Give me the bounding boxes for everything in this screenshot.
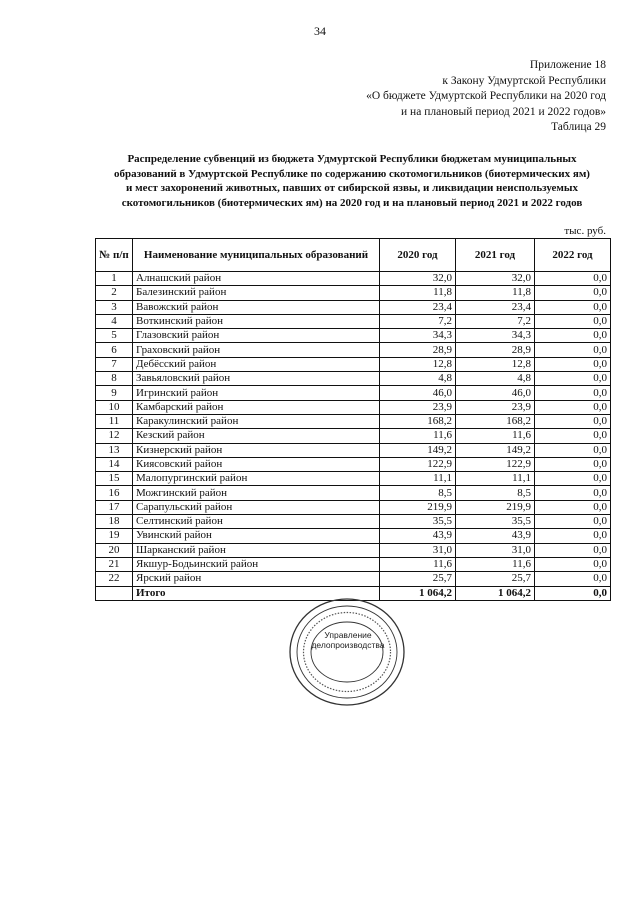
row-2020: 46,0 (380, 386, 456, 400)
row-number: 12 (96, 429, 133, 443)
row-2021: 11,6 (456, 429, 535, 443)
row-2020: 23,4 (380, 300, 456, 314)
table-row (96, 314, 611, 328)
row-2020: 12,8 (380, 357, 456, 371)
table-row (96, 286, 611, 300)
row-number: 21 (96, 557, 133, 571)
row-name: Киясовский район (133, 457, 380, 471)
total-row-number (96, 586, 133, 600)
row-2022: 0,0 (535, 343, 611, 357)
row-number: 16 (96, 486, 133, 500)
header-num: № п/п (96, 239, 133, 272)
row-2021: 7,2 (456, 314, 535, 328)
row-2020: 168,2 (380, 414, 456, 428)
row-2022: 0,0 (535, 372, 611, 386)
table-row (96, 572, 611, 586)
row-2020: 11,6 (380, 429, 456, 443)
appendix-line: и на плановый период 2021 и 2022 годов» (401, 105, 606, 118)
row-number: 19 (96, 529, 133, 543)
row-2021: 23,4 (456, 300, 535, 314)
row-2022: 0,0 (535, 400, 611, 414)
row-2021: 32,0 (456, 272, 535, 286)
stamp-line: Управление (324, 630, 372, 640)
row-number: 11 (96, 414, 133, 428)
row-2020: 7,2 (380, 314, 456, 328)
row-number: 17 (96, 500, 133, 514)
row-number: 14 (96, 457, 133, 471)
header-name: Наименование муниципальных образований (133, 239, 380, 272)
row-number: 18 (96, 515, 133, 529)
total-row-2020: 1 064,2 (380, 586, 456, 600)
row-name: Кезский район (133, 429, 380, 443)
row-2020: 8,5 (380, 486, 456, 500)
row-name: Шарканский район (133, 543, 380, 557)
table-row (96, 472, 611, 486)
row-2021: 23,9 (456, 400, 535, 414)
row-2022: 0,0 (535, 500, 611, 514)
row-2022: 0,0 (535, 572, 611, 586)
table-row (96, 400, 611, 414)
row-2020: 28,9 (380, 343, 456, 357)
table-body (96, 272, 611, 601)
row-name: Воткинский район (133, 314, 380, 328)
row-2022: 0,0 (535, 329, 611, 343)
row-2020: 43,9 (380, 529, 456, 543)
page-number: 34 (314, 24, 326, 38)
row-2020: 11,8 (380, 286, 456, 300)
row-2020: 32,0 (380, 272, 456, 286)
row-2022: 0,0 (535, 357, 611, 371)
row-number: 20 (96, 543, 133, 557)
table-row (96, 357, 611, 371)
stamp-text (298, 630, 398, 650)
stamp-line: делопроизводства (311, 640, 385, 650)
row-number: 22 (96, 572, 133, 586)
row-2021: 8,5 (456, 486, 535, 500)
subsidy-table (95, 238, 611, 601)
row-number: 13 (96, 443, 133, 457)
row-2021: 11,6 (456, 557, 535, 571)
row-2022: 0,0 (535, 286, 611, 300)
table-row (96, 543, 611, 557)
row-2021: 11,1 (456, 472, 535, 486)
row-2022: 0,0 (535, 486, 611, 500)
row-name: Ярский район (133, 572, 380, 586)
row-2022: 0,0 (535, 529, 611, 543)
row-2021: 46,0 (456, 386, 535, 400)
table-row (96, 272, 611, 286)
table-row (96, 515, 611, 529)
row-2021: 149,2 (456, 443, 535, 457)
row-number: 3 (96, 300, 133, 314)
row-number: 10 (96, 400, 133, 414)
table-header-row (96, 239, 611, 272)
appendix-line: к Закону Удмуртской Республики (442, 74, 606, 87)
row-name: Игринский район (133, 386, 380, 400)
row-name: Селтинский район (133, 515, 380, 529)
table-row (96, 486, 611, 500)
table-row (96, 386, 611, 400)
row-2022: 0,0 (535, 414, 611, 428)
table-row (96, 443, 611, 457)
document-title (92, 152, 612, 210)
row-number: 5 (96, 329, 133, 343)
row-2021: 43,9 (456, 529, 535, 543)
row-2020: 11,6 (380, 557, 456, 571)
row-2021: 34,3 (456, 329, 535, 343)
appendix-line: Приложение 18 (529, 59, 606, 71)
row-2022: 0,0 (535, 300, 611, 314)
total-row-2022: 0,0 (535, 586, 611, 600)
table-row (96, 329, 611, 343)
row-2021: 219,9 (456, 500, 535, 514)
row-name: Кизнерский район (133, 443, 380, 457)
row-number: 8 (96, 372, 133, 386)
header-2020: 2020 год (380, 239, 456, 272)
row-name: Увинский район (133, 529, 380, 543)
row-2021: 28,9 (456, 343, 535, 357)
total-row-2021: 1 064,2 (456, 586, 535, 600)
row-number: 7 (96, 357, 133, 371)
row-name: Сарапульский район (133, 500, 380, 514)
row-2021: 4,8 (456, 372, 535, 386)
header-2021: 2021 год (456, 239, 535, 272)
row-2021: 12,8 (456, 357, 535, 371)
table-row (96, 300, 611, 314)
row-2020: 149,2 (380, 443, 456, 457)
total-row-name: Итого (133, 586, 380, 600)
table-row (96, 457, 611, 471)
row-name: Малопургинский район (133, 472, 380, 486)
row-number: 15 (96, 472, 133, 486)
row-number: 4 (96, 314, 133, 328)
appendix-line: «О бюджете Удмуртской Республики на 2020 год (366, 90, 606, 102)
row-name: Алнашский район (133, 272, 380, 286)
table-row (96, 557, 611, 571)
units-label: тыс. руб. (564, 225, 606, 237)
row-2021: 31,0 (456, 543, 535, 557)
row-2020: 34,3 (380, 329, 456, 343)
row-2020: 25,7 (380, 572, 456, 586)
row-2020: 122,9 (380, 457, 456, 471)
row-name: Якшур-Бодьинский район (133, 557, 380, 571)
row-2022: 0,0 (535, 386, 611, 400)
official-stamp (287, 596, 407, 708)
row-2022: 0,0 (535, 472, 611, 486)
row-2022: 0,0 (535, 443, 611, 457)
table-row (96, 529, 611, 543)
row-2020: 31,0 (380, 543, 456, 557)
row-2022: 0,0 (535, 515, 611, 529)
table-label: Таблица 29 (551, 121, 606, 133)
title-line: скотомогильников (биотермических ям) на 2020 год и на плановый период 2021 и 2022 годов (121, 196, 583, 209)
row-2021: 35,5 (456, 515, 535, 529)
header-2022: 2022 год (535, 239, 611, 272)
table-row (96, 500, 611, 514)
row-name: Завьяловский район (133, 372, 380, 386)
row-2021: 168,2 (456, 414, 535, 428)
row-2020: 4,8 (380, 372, 456, 386)
row-name: Можгинский район (133, 486, 380, 500)
row-name: Глазовский район (133, 329, 380, 343)
row-name: Граховский район (133, 343, 380, 357)
row-number: 2 (96, 286, 133, 300)
table-row (96, 372, 611, 386)
row-2021: 122,9 (456, 457, 535, 471)
row-2021: 11,8 (456, 286, 535, 300)
appendix-note (366, 58, 606, 120)
row-number: 6 (96, 343, 133, 357)
row-2022: 0,0 (535, 314, 611, 328)
row-number: 1 (96, 272, 133, 286)
table-row (96, 343, 611, 357)
table-row (96, 414, 611, 428)
row-name: Каракулинский район (133, 414, 380, 428)
row-name: Балезинский район (133, 286, 380, 300)
row-2022: 0,0 (535, 557, 611, 571)
row-2020: 23,9 (380, 400, 456, 414)
row-2022: 0,0 (535, 272, 611, 286)
row-2022: 0,0 (535, 543, 611, 557)
row-2021: 25,7 (456, 572, 535, 586)
row-name: Дебёсский район (133, 357, 380, 371)
row-2020: 35,5 (380, 515, 456, 529)
row-2022: 0,0 (535, 429, 611, 443)
title-line: и мест захоронений животных, павших от сибирской язвы, и ликвидации неиспользуемых (126, 182, 578, 194)
table-row (96, 429, 611, 443)
row-name: Вавожский район (133, 300, 380, 314)
row-2020: 11,1 (380, 472, 456, 486)
title-line: Распределение субвенций из бюджета Удмуртской Республики бюджетам муниципальных (127, 153, 577, 165)
row-number: 9 (96, 386, 133, 400)
row-2020: 219,9 (380, 500, 456, 514)
row-2022: 0,0 (535, 457, 611, 471)
row-name: Камбарский район (133, 400, 380, 414)
title-line: образований в Удмуртской Республике по содержанию скотомогильников (биотермических ям) (114, 167, 590, 180)
